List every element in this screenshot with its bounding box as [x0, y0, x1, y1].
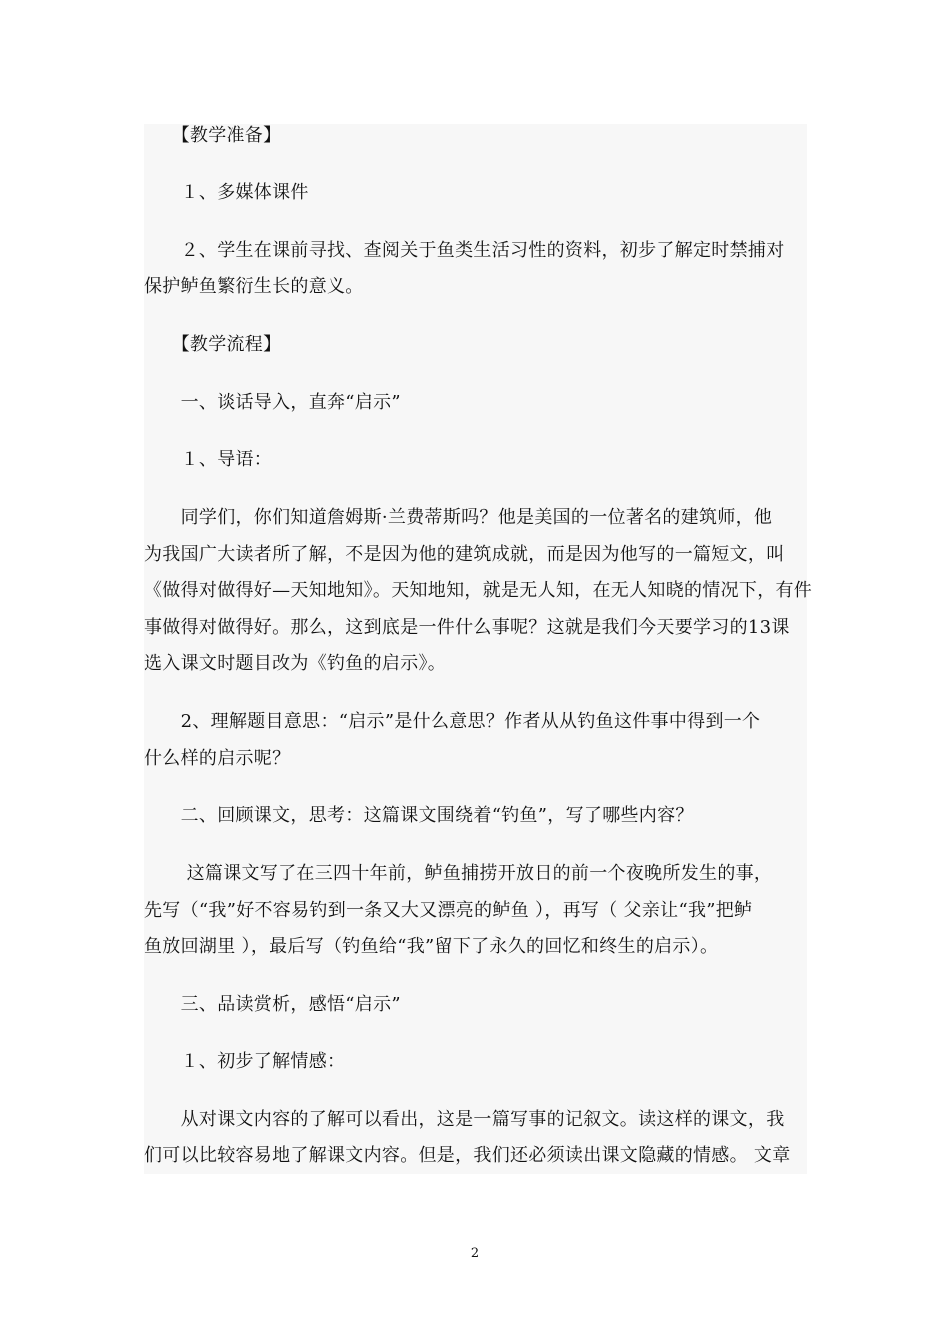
page-number: 2 — [470, 1246, 480, 1261]
paragraph-line: １、导语： — [144, 449, 273, 470]
paragraph-line: １、多媒体课件 — [144, 182, 309, 203]
heading-teaching-process: 【教学流程】 — [144, 334, 282, 355]
paragraph-line: １、初步了解情感： — [144, 1051, 346, 1072]
heading-teaching-preparation: 【教学准备】 — [144, 125, 282, 146]
paragraph-line: 保护鲈鱼繁衍生长的意义。 — [144, 276, 364, 297]
paragraph-line: 先写（“我”好不容易钓到一条又大又漂亮的鲈鱼 ），再写（ 父亲让“我”把鲈 — [144, 900, 753, 921]
paragraph-line: 2、理解题目意思：“启示”是什么意思？作者从从钓鱼这件事中得到一个 — [144, 711, 761, 732]
paragraph-line: 《做得对做得好—天知地知》。天知地知，就是无人知，在无人知晓的情况下，有件 — [144, 580, 813, 601]
paragraph-line: ２、学生在课前寻找、查阅关于鱼类生活习性的资料，初步了解定时禁捕对 — [144, 240, 785, 261]
page-content — [144, 124, 813, 1174]
paragraph-line: 们可以比较容易地了解课文内容。但是，我们还必须读出课文隐藏的情感。 文章 — [144, 1145, 791, 1166]
section-heading: 一、谈话导入，直奔“启示” — [144, 392, 401, 413]
paragraph-line: 这篇课文写了在三四十年前，鲈鱼捕捞开放日的前一个夜晚所发生的事， — [144, 863, 773, 884]
paragraph-line: 鱼放回湖里 ），最后写（钓鱼给“我”留下了永久的回忆和终生的启示）。 — [144, 936, 719, 957]
paragraph-line: 同学们，你们知道詹姆斯·兰费蒂斯吗？他是美国的一位著名的建筑师，他 — [144, 507, 773, 528]
paragraph-line: 为我国广大读者所了解，不是因为他的建筑成就，而是因为他写的一篇短文，叫 — [144, 544, 785, 565]
section-heading: 二、回顾课文，思考：这篇课文围绕着“钓鱼”，写了哪些内容？ — [144, 805, 694, 826]
paragraph-line: 从对课文内容的了解可以看出，这是一篇写事的记叙文。读这样的课文，我 — [144, 1109, 785, 1130]
paragraph-line: 事做得对做得好。那么，这到底是一件什么事呢？这就是我们今天要学习的13课 — [144, 617, 790, 638]
paragraph-line: 什么样的启示呢？ — [144, 748, 291, 769]
paragraph-line: 选入课文时题目改为《钓鱼的启示》。 — [144, 653, 447, 674]
section-heading: 三、品读赏析，感悟“启示” — [144, 994, 401, 1015]
